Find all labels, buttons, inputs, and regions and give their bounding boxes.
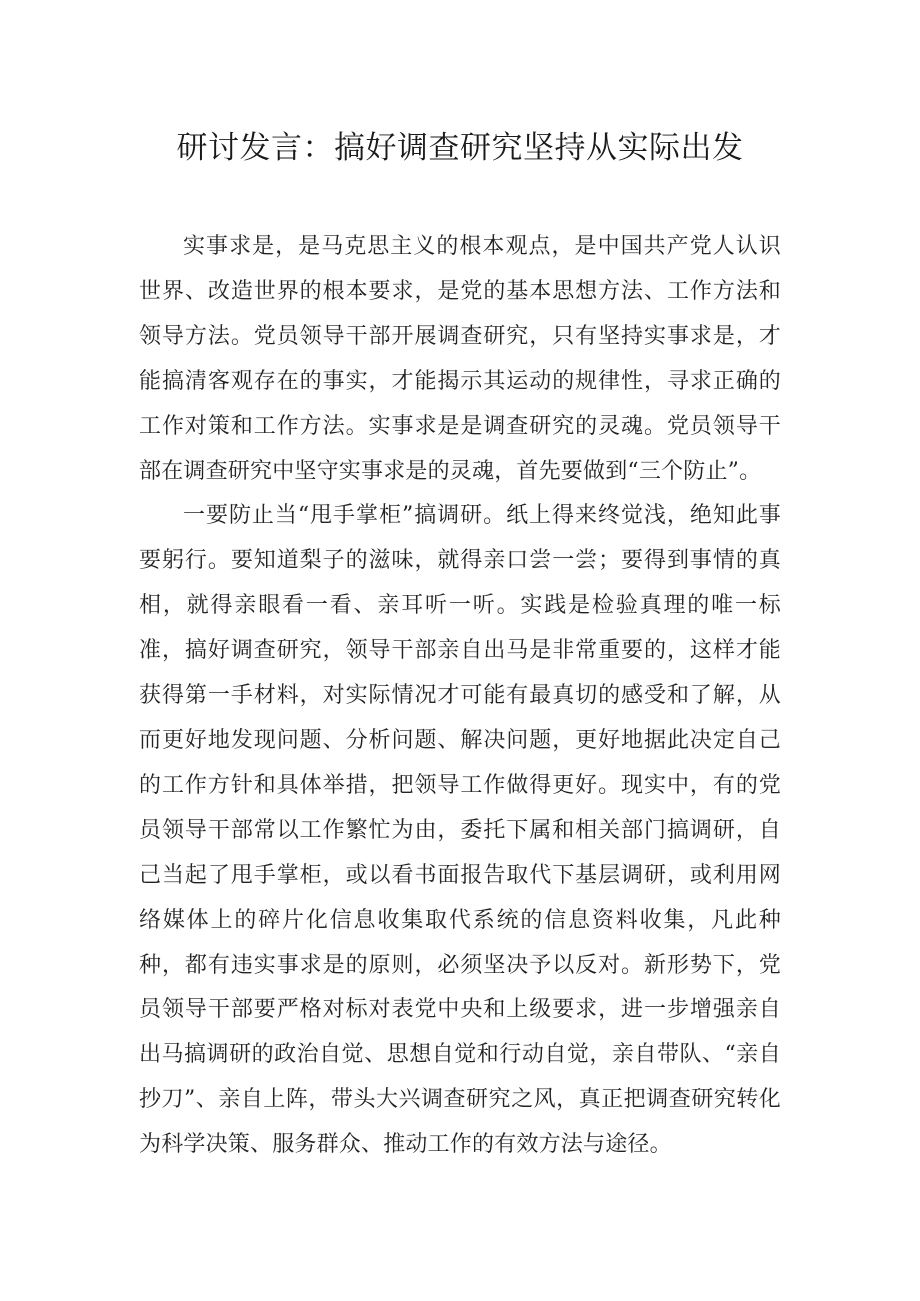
paragraph-1: 实事求是，是马克思主义的根本观点，是中国共产党人认识世界、改造世界的根本要求，是党的基本思想方法、工作方法和领导方法。党员领导干部开展调查研究，只有坚持实事求是，才能搞清客观存在的事实，才能揭示其运动的规律性，寻求正确的工作对策和工作方法。实事求是是调查研究的灵魂。党员领导干部在调查研究中坚守实事求是的灵魂，首先要做到“三个防止”。 bbox=[139, 234, 781, 484]
document-title: 研讨发言：搞好调查研究坚持从实际出发 bbox=[176, 130, 744, 166]
document-body bbox=[139, 225, 781, 1168]
paragraph-2: 一要防止当“甩手掌柜”搞调研。纸上得来终觉浅，绝知此事要躬行。要知道梨子的滋味，就得亲口尝一尝；要得到事情的真相，就得亲眼看一看、亲耳听一听。实践是检验真理的唯一标准，搞好调查研究，领导干部亲自出马是非常重要的，这样才能获得第一手材料，对实际情况才可能有最真切的感受和了解，从而更好地发现问题、分析问题、解决问题，更好地据此决定自己的工作方针和具体举措，把领导工作做得更好。现实中，有的党员领导干部常以工作繁忙为由，委托下属和相关部门搞调研，自己当起了甩手掌柜，或以看书面报告取代下基层调研，或利用网络媒体上的碎片化信息收集取代系统的信息资料收集，凡此种种，都有违实事求是的原则，必须坚决予以反对。新形势下，党员领导干部要严格对标对表党中央和上级要求，进一步增强亲自出马搞调研的政治自觉、思想自觉和行动自觉，亲自带队、“亲自抄刀”、亲自上阵，带头大兴调查研究之风，真正把调查研究转化为科学决策、服务群众、推动工作的有效方法与途径。 bbox=[139, 503, 781, 1158]
